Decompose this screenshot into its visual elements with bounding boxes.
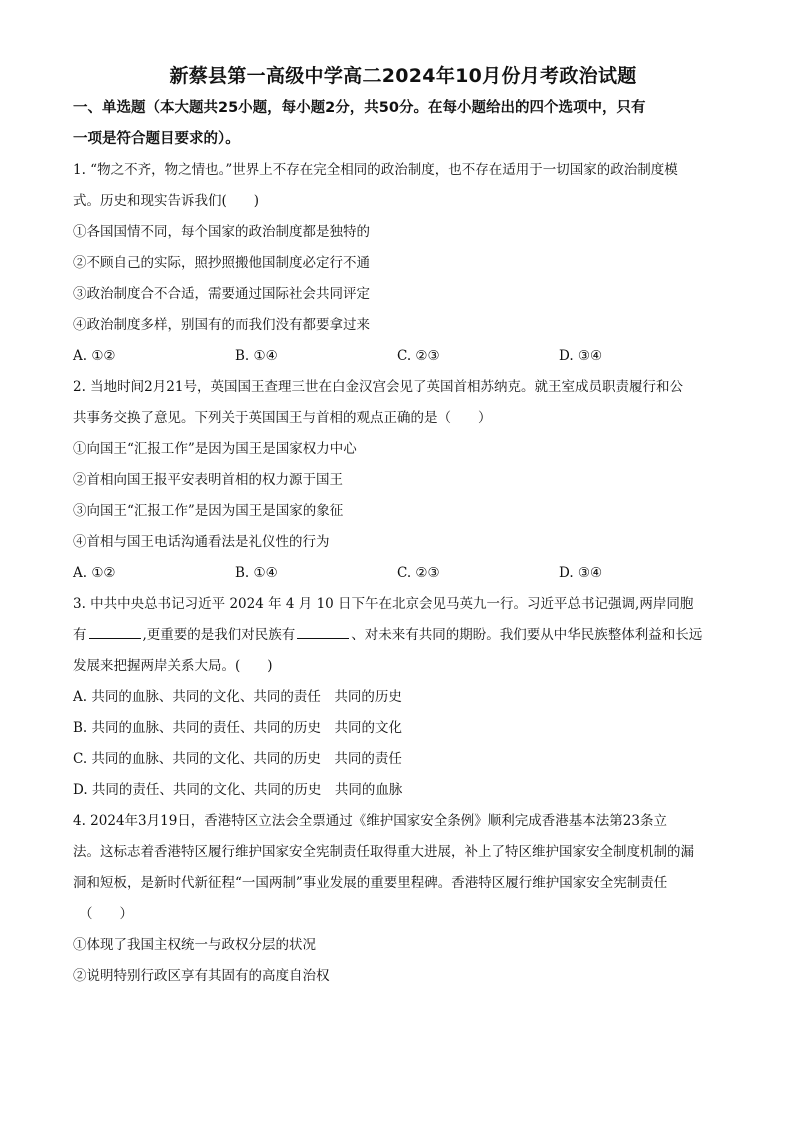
statement-item: ②首相向国王报平安表明首相的权力源于国王 bbox=[73, 472, 343, 488]
statement-item: ①各国国情不同，每个国家的政治制度都是独特的 bbox=[73, 224, 370, 240]
question-1 bbox=[73, 155, 725, 372]
option-a[interactable]: A. ①② bbox=[73, 565, 116, 581]
exam-title: 新蔡县第一高级中学高二2024年10月份月考政治试题 bbox=[169, 65, 637, 87]
fill-blank bbox=[89, 624, 141, 639]
question-stem: 3. 中共中央总书记习近平 2024 年 4 月 10 日下午在北京会见马英九一行。习近平总书记强调,两岸同胞 bbox=[73, 596, 694, 612]
statement-item: ①体现了我国主权统一与政权分层的状况 bbox=[73, 937, 316, 953]
option-d[interactable]: D. 共同的责任、共同的文化、共同的历史 共同的血脉 bbox=[73, 782, 403, 798]
option-b[interactable]: B. ①④ bbox=[235, 348, 278, 364]
question-2 bbox=[73, 372, 725, 589]
statement-item: ④政治制度多样，别国有的而我们没有都要拿过来 bbox=[73, 317, 370, 333]
option-a[interactable]: A. ①② bbox=[73, 348, 116, 364]
question-3 bbox=[73, 589, 725, 806]
answer-options bbox=[73, 558, 725, 589]
question-stem-with-blanks bbox=[73, 620, 725, 651]
option-b[interactable]: B. ①④ bbox=[235, 565, 278, 581]
question-stem: 共事务交换了意见。下列关于英国国王与首相的观点正确的是（ ） bbox=[73, 410, 492, 426]
question-stem: 2. 当地时间2月21号，英国国王查理三世在白金汉宫会见了英国首相苏纳克。就王室成员职责履行和公 bbox=[73, 379, 683, 395]
stem-text: 有 bbox=[73, 627, 87, 643]
question-stem: （ ） bbox=[79, 906, 133, 922]
statement-item: ①向国王“汇报工作”是因为国王是国家权力中心 bbox=[73, 441, 357, 457]
option-a[interactable]: A. 共同的血脉、共同的文化、共同的责任 共同的历史 bbox=[73, 689, 402, 705]
option-b[interactable]: B. 共同的血脉、共同的责任、共同的历史 共同的文化 bbox=[73, 720, 403, 736]
option-d[interactable]: D. ③④ bbox=[559, 565, 603, 581]
section-heading bbox=[73, 93, 725, 155]
exam-page bbox=[73, 60, 725, 992]
question-stem: 法。这标志着香港特区履行维护国家安全宪制责任取得重大进展，补上了特区维护国家安全制度机制的漏 bbox=[73, 844, 694, 860]
question-stem: 式。历史和现实告诉我们( ) bbox=[73, 193, 260, 209]
option-d[interactable]: D. ③④ bbox=[559, 348, 603, 364]
section-heading-line: 一项是符合题目要求的）。 bbox=[73, 131, 240, 147]
answer-options bbox=[73, 341, 725, 372]
fill-blank bbox=[297, 624, 349, 639]
statement-item: ②说明特别行政区享有其固有的高度自治权 bbox=[73, 968, 330, 984]
statement-item: ③向国王“汇报工作”是因为国王是国家的象征 bbox=[73, 503, 344, 519]
option-c[interactable]: C. ②③ bbox=[397, 348, 440, 364]
statement-item: ④首相与国王电话沟通看法是礼仪性的行为 bbox=[73, 534, 330, 550]
section-heading-line: 一、单选题（本大题共25小题，每小题2分，共50分。在每小题给出的四个选项中，只有 bbox=[73, 100, 646, 116]
stem-text: ,更重要的是我们对民族有 bbox=[142, 627, 296, 643]
question-4 bbox=[73, 806, 725, 992]
option-c[interactable]: C. 共同的血脉、共同的文化、共同的历史 共同的责任 bbox=[73, 751, 402, 767]
statement-item: ②不顾自己的实际，照抄照搬他国制度必定行不通 bbox=[73, 255, 370, 271]
option-c[interactable]: C. ②③ bbox=[397, 565, 440, 581]
statement-item: ③政治制度合不合适，需要通过国际社会共同评定 bbox=[73, 286, 370, 302]
question-stem: 洞和短板，是新时代新征程“一国两制”事业发展的重要里程碑。香港特区履行维护国家安全宪制责任 bbox=[73, 875, 668, 891]
question-stem: 1. “物之不齐，物之情也。”世界上不存在完全相同的政治制度，也不存在适用于一切国家的政治制度模 bbox=[73, 162, 678, 178]
question-stem: 4. 2024年3月19日，香港特区立法会全票通过《维护国家安全条例》顺利完成香港基本法第23条立 bbox=[73, 813, 667, 829]
question-stem: 发展来把握两岸关系大局。( ) bbox=[73, 658, 273, 674]
stem-text: 、对未来有共同的期盼。我们要从中华民族整体利益和长远 bbox=[351, 627, 703, 643]
